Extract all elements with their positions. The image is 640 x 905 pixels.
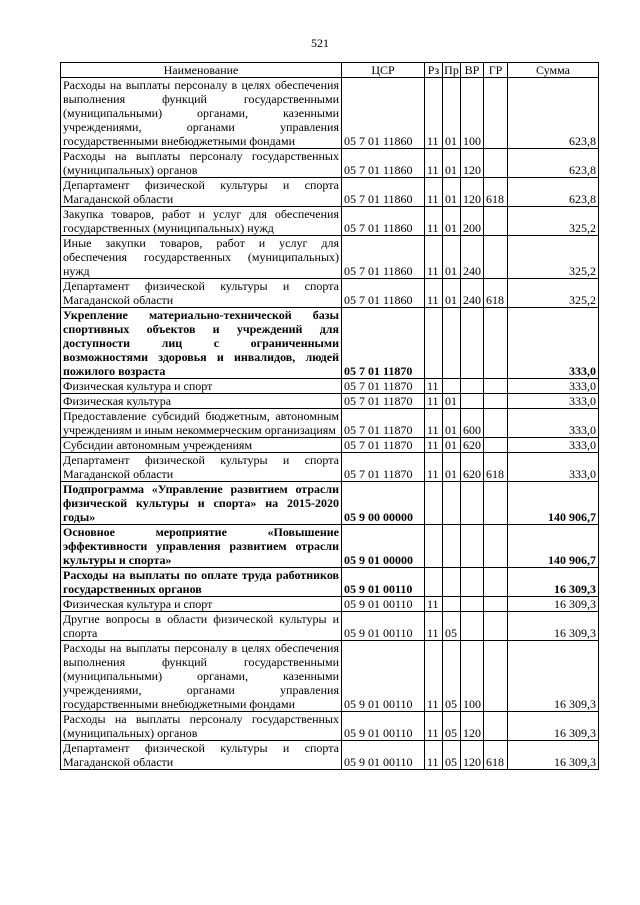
row-rz: 11 xyxy=(425,394,443,409)
row-gr xyxy=(484,207,508,236)
table-row xyxy=(61,482,599,525)
row-csr: 05 7 01 11860 xyxy=(342,236,425,279)
row-name: Субсидии автономным учреждениям xyxy=(61,438,342,453)
table-row xyxy=(61,379,599,394)
row-pr: 01 xyxy=(443,438,461,453)
table-row xyxy=(61,438,599,453)
row-name: Укрепление материально-технической базы спортивных объектов и учреждений для доступности лиц с ограниченными возможностями здоровья и инвалидов, людей пожилого возраста xyxy=(61,308,342,379)
row-name: Иные закупки товаров, работ и услуг для обеспечения государственных (муниципальных) нужд xyxy=(61,236,342,279)
table-header-row xyxy=(61,63,599,78)
row-sum: 333,0 xyxy=(508,379,599,394)
row-rz: 11 xyxy=(425,438,443,453)
row-csr: 05 7 01 11870 xyxy=(342,308,425,379)
row-vr: 100 xyxy=(461,78,484,149)
row-pr: 01 xyxy=(443,207,461,236)
row-vr xyxy=(461,482,484,525)
row-name: Физическая культура и спорт xyxy=(61,379,342,394)
row-vr: 620 xyxy=(461,453,484,482)
row-gr: 618 xyxy=(484,741,508,770)
row-sum: 16 309,3 xyxy=(508,741,599,770)
row-rz: 11 xyxy=(425,149,443,178)
row-gr: 618 xyxy=(484,279,508,308)
row-gr xyxy=(484,438,508,453)
row-rz: 11 xyxy=(425,612,443,641)
row-vr: 240 xyxy=(461,279,484,308)
row-csr: 05 9 01 00110 xyxy=(342,612,425,641)
row-vr xyxy=(461,612,484,641)
row-sum: 16 309,3 xyxy=(508,568,599,597)
row-sum: 325,2 xyxy=(508,236,599,279)
row-pr: 01 xyxy=(443,409,461,438)
table-row xyxy=(61,712,599,741)
table-row xyxy=(61,641,599,712)
row-pr xyxy=(443,482,461,525)
row-csr: 05 7 01 11870 xyxy=(342,438,425,453)
row-gr xyxy=(484,394,508,409)
row-sum: 16 309,3 xyxy=(508,641,599,712)
row-gr xyxy=(484,149,508,178)
table-row xyxy=(61,568,599,597)
row-gr xyxy=(484,482,508,525)
row-gr xyxy=(484,308,508,379)
row-vr: 120 xyxy=(461,149,484,178)
row-rz: 11 xyxy=(425,207,443,236)
row-sum: 140 906,7 xyxy=(508,525,599,568)
row-pr: 05 xyxy=(443,612,461,641)
row-rz: 11 xyxy=(425,409,443,438)
row-vr xyxy=(461,379,484,394)
header-gr: ГР xyxy=(484,63,508,78)
row-gr xyxy=(484,597,508,612)
row-csr: 05 9 01 00110 xyxy=(342,597,425,612)
table-row xyxy=(61,612,599,641)
row-csr: 05 7 01 11860 xyxy=(342,149,425,178)
row-gr xyxy=(484,409,508,438)
header-csr: ЦСР xyxy=(342,63,425,78)
row-csr: 05 9 01 00110 xyxy=(342,641,425,712)
row-gr xyxy=(484,568,508,597)
header-pr: Пр xyxy=(444,63,459,77)
row-gr xyxy=(484,379,508,394)
page-number: 521 xyxy=(311,36,329,50)
row-name: Департамент физической культуры и спорта Магаданской области xyxy=(61,279,342,308)
table-row xyxy=(61,525,599,568)
row-name: Расходы на выплаты персоналу в целях обеспечения выполнения функций государственными (муниципальными) органами, казенными учреждениями, органами управления государственными внебюджетными фондами xyxy=(61,78,342,149)
row-name: Расходы на выплаты персоналу в целях обеспечения выполнения функций государственными (муниципальными) органами, казенными учреждениями, органами управления государственными внебюджетными фондами xyxy=(61,641,342,712)
header-rz: Рз xyxy=(425,63,443,78)
row-sum: 623,8 xyxy=(508,149,599,178)
row-rz xyxy=(425,482,443,525)
row-pr xyxy=(443,379,461,394)
row-rz: 11 xyxy=(425,78,443,149)
row-vr: 240 xyxy=(461,236,484,279)
row-name: Предоставление субсидий бюджетным, автономным учреждениям и иным некоммерческим организациям xyxy=(61,409,342,438)
table-row xyxy=(61,308,599,379)
row-name: Подпрограмма «Управление развитием отрасли физической культуры и спорта» на 2015-2020 годы» xyxy=(61,482,342,525)
table-row xyxy=(61,394,599,409)
row-gr: 618 xyxy=(484,453,508,482)
row-gr xyxy=(484,641,508,712)
row-sum: 623,8 xyxy=(508,178,599,207)
row-pr: 01 xyxy=(443,149,461,178)
row-name: Закупка товаров, работ и услуг для обеспечения государственных (муниципальных) нужд xyxy=(61,207,342,236)
row-csr: 05 7 01 11860 xyxy=(342,178,425,207)
row-csr: 05 7 01 11860 xyxy=(342,279,425,308)
row-gr xyxy=(484,612,508,641)
row-pr: 05 xyxy=(443,741,461,770)
row-rz: 11 xyxy=(425,641,443,712)
row-pr: 01 xyxy=(443,78,461,149)
row-rz xyxy=(425,308,443,379)
row-name: Основное мероприятие «Повышение эффективности управления развитием отрасли культуры и спорта» xyxy=(61,525,342,568)
row-name: Расходы на выплаты персоналу государственных (муниципальных) органов xyxy=(61,149,342,178)
row-gr xyxy=(484,236,508,279)
row-name: Другие вопросы в области физической культуры и спорта xyxy=(61,612,342,641)
row-pr: 01 xyxy=(443,236,461,279)
row-rz: 11 xyxy=(425,379,443,394)
row-sum: 140 906,7 xyxy=(508,482,599,525)
row-pr: 05 xyxy=(443,712,461,741)
row-csr: 05 9 01 00110 xyxy=(342,712,425,741)
row-csr: 05 9 01 00110 xyxy=(342,568,425,597)
row-rz xyxy=(425,568,443,597)
row-sum: 333,0 xyxy=(508,394,599,409)
row-vr: 620 xyxy=(461,438,484,453)
row-gr xyxy=(484,712,508,741)
row-rz: 11 xyxy=(425,279,443,308)
row-pr: 01 xyxy=(443,178,461,207)
row-pr xyxy=(443,525,461,568)
row-name: Расходы на выплаты персоналу государственных (муниципальных) органов xyxy=(61,712,342,741)
table-row xyxy=(61,453,599,482)
table-row xyxy=(61,741,599,770)
table-row xyxy=(61,78,599,149)
row-vr: 200 xyxy=(461,207,484,236)
row-rz: 11 xyxy=(425,453,443,482)
row-csr: 05 7 01 11870 xyxy=(342,394,425,409)
row-csr: 05 7 01 11870 xyxy=(342,453,425,482)
row-csr: 05 7 01 11870 xyxy=(342,379,425,394)
row-name: Физическая культура xyxy=(61,394,342,409)
budget-table xyxy=(60,62,599,770)
row-sum: 623,8 xyxy=(508,78,599,149)
row-gr xyxy=(484,78,508,149)
row-sum: 333,0 xyxy=(508,438,599,453)
row-csr: 05 9 00 00000 xyxy=(342,482,425,525)
row-csr: 05 7 01 11870 xyxy=(342,409,425,438)
row-name: Департамент физической культуры и спорта Магаданской области xyxy=(61,453,342,482)
header-vr: ВР xyxy=(461,63,484,78)
table-row xyxy=(61,236,599,279)
header-sum: Сумма xyxy=(508,63,599,78)
table-row xyxy=(61,149,599,178)
row-vr: 120 xyxy=(461,741,484,770)
row-name: Физическая культура и спорт xyxy=(61,597,342,612)
row-sum: 333,0 xyxy=(508,308,599,379)
row-vr: 100 xyxy=(461,641,484,712)
row-pr xyxy=(443,568,461,597)
row-gr xyxy=(484,525,508,568)
row-rz: 11 xyxy=(425,741,443,770)
header-name: Наименование xyxy=(61,63,342,78)
row-rz: 11 xyxy=(425,712,443,741)
table-row xyxy=(61,409,599,438)
row-vr xyxy=(461,308,484,379)
row-vr: 600 xyxy=(461,409,484,438)
row-csr: 05 7 01 11860 xyxy=(342,78,425,149)
row-vr: 120 xyxy=(461,712,484,741)
row-pr: 05 xyxy=(443,641,461,712)
row-sum: 333,0 xyxy=(508,453,599,482)
row-pr xyxy=(443,597,461,612)
row-pr xyxy=(443,308,461,379)
row-sum: 325,2 xyxy=(508,279,599,308)
row-vr: 120 xyxy=(461,178,484,207)
row-rz: 11 xyxy=(425,236,443,279)
table-row xyxy=(61,178,599,207)
row-sum: 16 309,3 xyxy=(508,712,599,741)
row-vr xyxy=(461,525,484,568)
row-sum: 16 309,3 xyxy=(508,612,599,641)
table-body xyxy=(61,78,599,770)
row-sum: 333,0 xyxy=(508,409,599,438)
row-vr xyxy=(461,568,484,597)
row-sum: 325,2 xyxy=(508,207,599,236)
row-gr: 618 xyxy=(484,178,508,207)
row-name: Департамент физической культуры и спорта Магаданской области xyxy=(61,178,342,207)
table-row xyxy=(61,279,599,308)
row-vr xyxy=(461,394,484,409)
row-name: Департамент физической культуры и спорта Магаданской области xyxy=(61,741,342,770)
table-row xyxy=(61,597,599,612)
row-name: Расходы на выплаты по оплате труда работников государственных органов xyxy=(61,568,342,597)
row-vr xyxy=(461,597,484,612)
row-pr: 01 xyxy=(443,394,461,409)
row-rz: 11 xyxy=(425,597,443,612)
row-sum: 16 309,3 xyxy=(508,597,599,612)
row-csr: 05 9 01 00110 xyxy=(342,741,425,770)
table-row xyxy=(61,207,599,236)
row-csr: 05 9 01 00000 xyxy=(342,525,425,568)
row-pr: 01 xyxy=(443,279,461,308)
row-pr: 01 xyxy=(443,453,461,482)
row-csr: 05 7 01 11860 xyxy=(342,207,425,236)
row-rz: 11 xyxy=(425,178,443,207)
row-rz xyxy=(425,525,443,568)
